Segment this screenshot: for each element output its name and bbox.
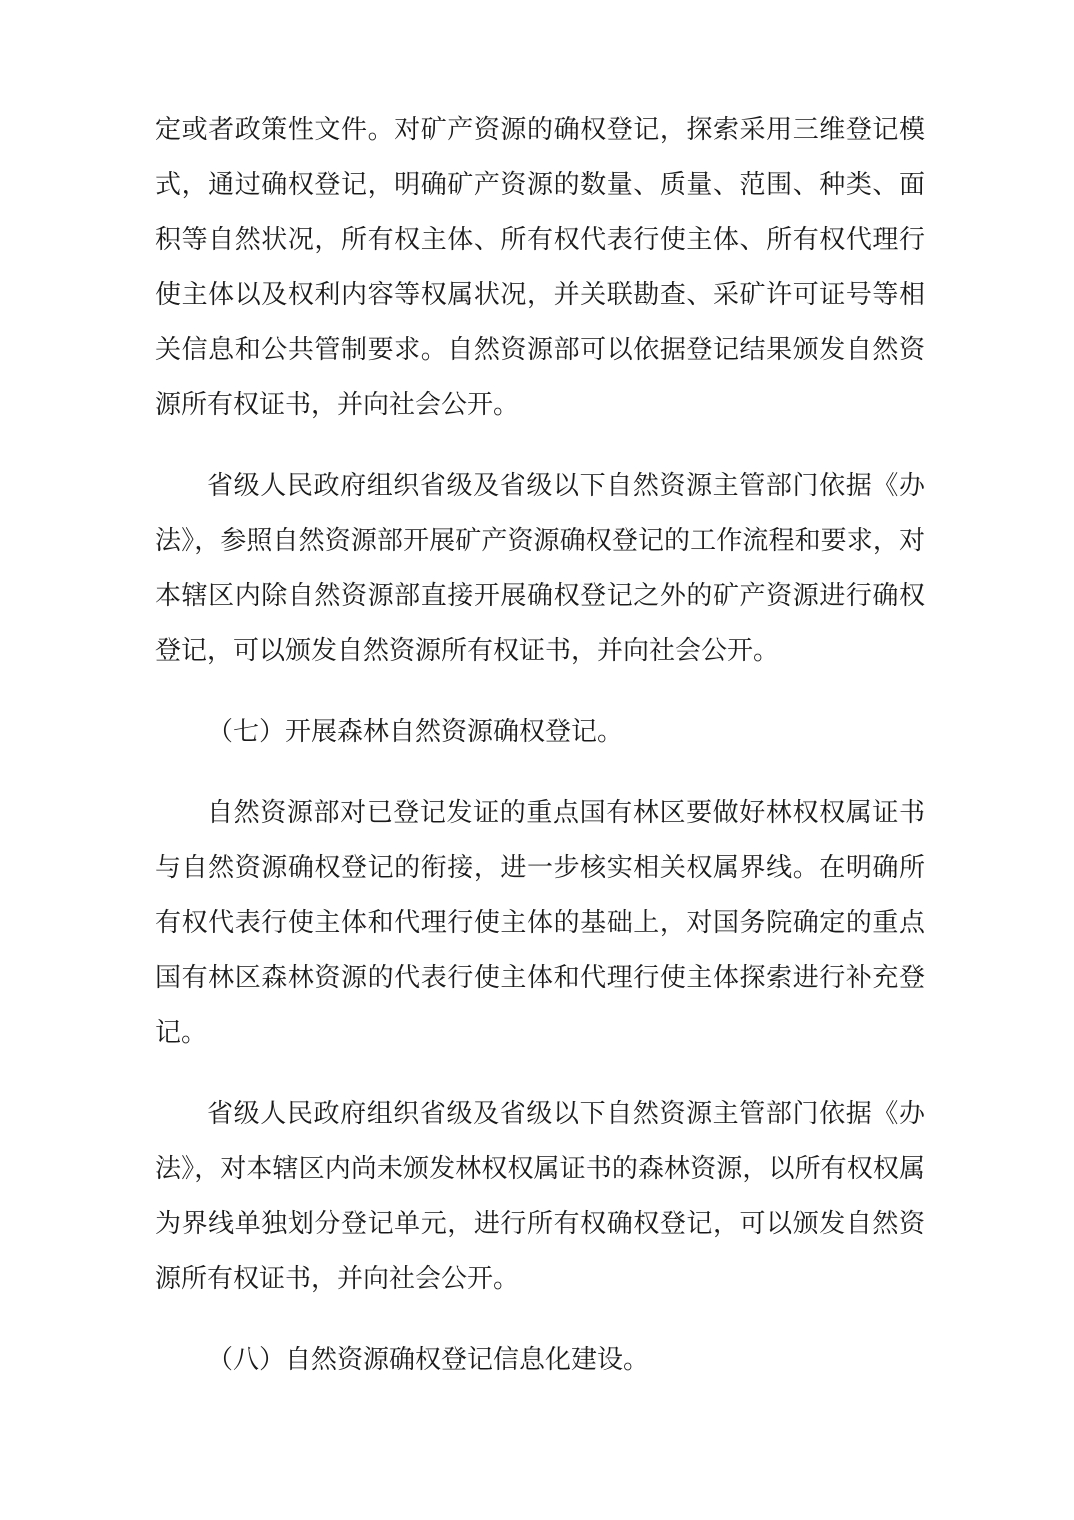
document-body: [155, 103, 925, 1414]
paragraph-state-forest-registration: 自然资源部对已登记发证的重点国有林区要做好林权权属证书与自然资源确权登记的衔接，进一步核实相关权属界线。在明确所有权代表行使主体和代理行使主体的基础上，对国务院确定的重点国有林区森林资源的代表行使主体和代理行使主体探索进行补充登记。: [155, 798, 925, 1048]
section-heading-informatization: （八）自然资源确权登记信息化建设。: [207, 1345, 650, 1375]
paragraph-provincial-mineral-registration: 省级人民政府组织省级及省级以下自然资源主管部门依据《办法》，参照自然资源部开展矿产资源确权登记的工作流程和要求，对本辖区内除自然资源部直接开展确权登记之外的矿产资源进行确权登记，可以颁发自然资源所有权证书，并向社会公开。: [155, 471, 925, 666]
paragraph-provincial-forest-registration: 省级人民政府组织省级及省级以下自然资源主管部门依据《办法》，对本辖区内尚未颁发林权权属证书的森林资源，以所有权权属为界线单独划分登记单元，进行所有权确权登记，可以颁发自然资源所有权证书，并向社会公开。: [155, 1099, 925, 1294]
paragraph-mineral-registration-continued: 定或者政策性文件。对矿产资源的确权登记，探索采用三维登记模式，通过确权登记，明确矿产资源的数量、质量、范围、种类、面积等自然状况，所有权主体、所有权代表行使主体、所有权代理行使主体以及权利内容等权属状况，并关联勘查、采矿许可证号等相关信息和公共管制要求。自然资源部可以依据登记结果颁发自然资源所有权证书，并向社会公开。: [155, 115, 925, 420]
section-heading-forest-registration: （七）开展森林自然资源确权登记。: [207, 717, 624, 747]
